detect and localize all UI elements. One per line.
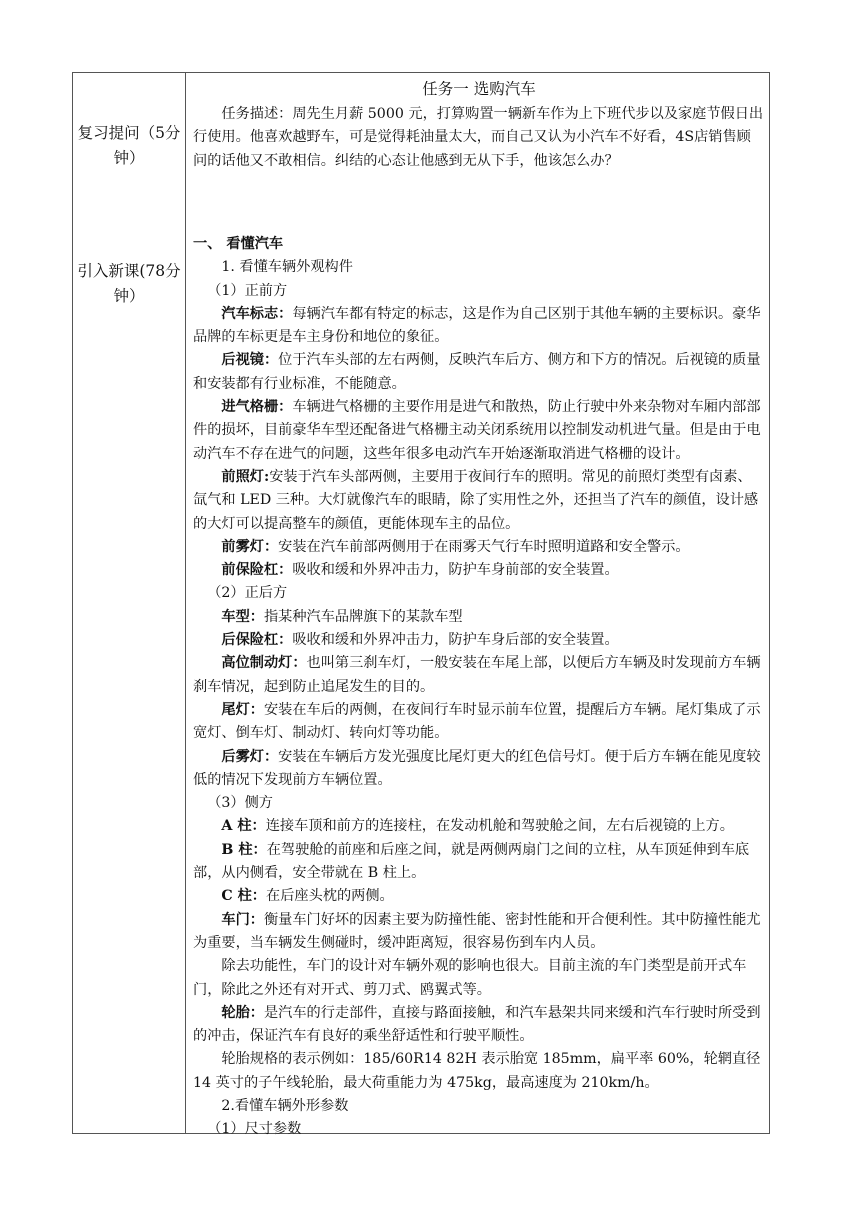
term-label: 前照灯:	[221, 468, 270, 485]
tire-term: 轮胎：	[221, 1004, 264, 1021]
term-text: 每辆汽车都有特定的标志，这是作为自己区别于其他车辆的主要标识。豪华品牌的车标更是车主身份和地位的象征。	[193, 305, 761, 346]
term-text: 也叫第三刹车灯，一般安装在车尾上部，以便后方车辆及时发现前方车辆刹车情况，起到防止追尾发生的目的。	[193, 655, 761, 695]
lesson-table	[72, 72, 770, 1138]
term-label: 后视镜：	[221, 352, 279, 369]
page-title: 任务一 选购汽车	[422, 80, 536, 98]
size-heading: （1）尺寸参数	[207, 1121, 302, 1138]
term-label: B 柱：	[221, 841, 267, 858]
term-text: 在后座头枕的两侧。	[266, 888, 394, 905]
tire-text: 是汽车的行走部件，直接与路面接触，和汽车悬架共同来缓和汽车行驶时所受到的冲击，保证汽车有良好的乘坐舒适性和行驶平顺性。	[193, 1004, 761, 1045]
term-item	[193, 746, 765, 793]
term-text: 安装于汽车头部两侧，主要用于夜间行车的照明。常见的前照灯类型有卤素、氙气和 LED 三种。大灯就像汽车的眼睛，除了实用性之外，还担当了汽车的颜值，设计感的大灯可以提高整车的颜值，更能体现车主的品位。	[193, 468, 759, 532]
term-label: 车型：	[221, 608, 264, 625]
term-label: C 柱：	[221, 888, 266, 905]
term-item	[193, 606, 765, 629]
term-item	[193, 652, 765, 699]
term-item	[193, 699, 765, 746]
rear-items	[193, 606, 765, 792]
term-label: 前保险杠：	[221, 562, 293, 579]
subsection-heading: 1. 看懂车辆外观构件	[221, 259, 353, 276]
term-label: 尾灯：	[221, 701, 264, 718]
term-label: 车门：	[221, 911, 264, 928]
term-label: 汽车标志：	[221, 305, 293, 322]
new-lesson-cell: 引入新课(78分钟）	[77, 262, 181, 305]
front-items	[193, 303, 765, 583]
content-body	[193, 233, 765, 1142]
task-desc-text: 任务描述：周先生月薪 5000 元，打算购置一辆新车作为上下班代步以及家庭节假日出行使用。他喜欢越野车，可是觉得耗油量太大，而自己又认为小汽车不好看，4S店销售顾问的话他又不敢相信。纠结的心态让他感到无从下手，他该怎么办？	[193, 106, 764, 169]
term-text: 吸收和缓和外界冲击力，防护车身后部的安全装置。	[292, 632, 619, 649]
column-divider	[185, 73, 186, 1133]
term-item	[193, 629, 765, 652]
term-item	[193, 839, 765, 886]
term-item	[193, 396, 765, 466]
term-item	[193, 559, 765, 582]
review-cell: 复习提问（5分钟）	[77, 124, 181, 167]
subsection2-heading: 2.看懂车辆外形参数	[221, 1097, 349, 1114]
side-items	[193, 815, 765, 955]
side-heading: （3）侧方	[207, 795, 273, 812]
front-heading: （1）正前方	[207, 282, 288, 299]
term-item	[193, 815, 765, 838]
tire-item	[193, 1002, 765, 1049]
term-label: 进气格栅：	[221, 399, 293, 416]
term-label: 后雾灯：	[221, 748, 279, 765]
term-text: 衡量车门好坏的因素主要为防撞性能、密封性能和开合便利性。其中防撞性能尤为重要，当车辆发生侧碰时，缓冲距离短，很容易伤到车内人员。	[193, 911, 761, 951]
door-extra-text: 除去功能性，车门的设计对车辆外观的影响也很大。目前主流的车门类型是前开式车门，除此之外还有对开式、剪刀式、鸥翼式等。	[193, 958, 747, 998]
section-heading: 一、 看懂汽车	[193, 236, 284, 252]
term-text: 安装在车后的两侧，在夜间行车时显示前车位置，提醒后方车辆。尾灯集成了示宽灯、倒车灯、制动灯、转向灯等功能。	[193, 701, 761, 742]
task-description	[193, 103, 765, 173]
term-label: 前雾灯：	[221, 538, 279, 555]
term-item	[193, 909, 765, 956]
rear-heading: （2）正后方	[207, 585, 288, 602]
tire-spec-text: 轮胎规格的表示例如：185/60R14 82H 表示胎宽 185mm，扁平率 60%，轮辋直径 14 英寸的子午线轮胎，最大荷重能力为 475kg，最高速度为 210km/h。	[193, 1051, 761, 1091]
term-item	[193, 536, 765, 559]
term-text: 连接车顶和前方的连接柱，在发动机舱和驾驶舱之间，左右后视镜的上方。	[265, 818, 734, 835]
term-label: 后保险杠：	[221, 632, 293, 649]
term-label: 高位制动灯：	[221, 655, 307, 672]
term-item	[193, 303, 765, 350]
term-text: 安装在汽车前部两侧用于在雨雾天气行车时照明道路和安全警示。	[278, 538, 690, 555]
term-text: 安装在车辆后方发光强度比尾灯更大的红色信号灯。便于后方车辆在能见度较低的情况下发现前方车辆位置。	[193, 748, 761, 788]
term-item	[193, 885, 765, 908]
term-item	[193, 349, 765, 396]
term-text: 在驾驶舱的前座和后座之间，就是两侧两扇门之间的立柱，从车顶延伸到车底部，从内侧看，安全带就在 B 柱上。	[193, 841, 750, 882]
term-text: 位于汽车头部的左右两侧，反映汽车后方、侧方和下方的情况。后视镜的质量和安装都有行业标准，不能随意。	[193, 352, 761, 392]
term-text: 指某种汽车品牌旗下的某款车型	[263, 608, 463, 625]
term-label: A 柱：	[221, 818, 266, 835]
term-text: 车辆进气格栅的主要作用是进气和散热，防止行驶中外来杂物对车厢内部部件的损坏，目前豪华车型还配备进气格栅主动关闭系统用以控制发动机进气量。但是由于电动汽车不存在进气的问题，这些年很多电动汽车开始逐渐取消进气格栅的设计。	[193, 399, 761, 462]
term-text: 吸收和缓和外界冲击力，防护车身前部的安全装置。	[292, 562, 619, 579]
term-item	[193, 466, 765, 536]
